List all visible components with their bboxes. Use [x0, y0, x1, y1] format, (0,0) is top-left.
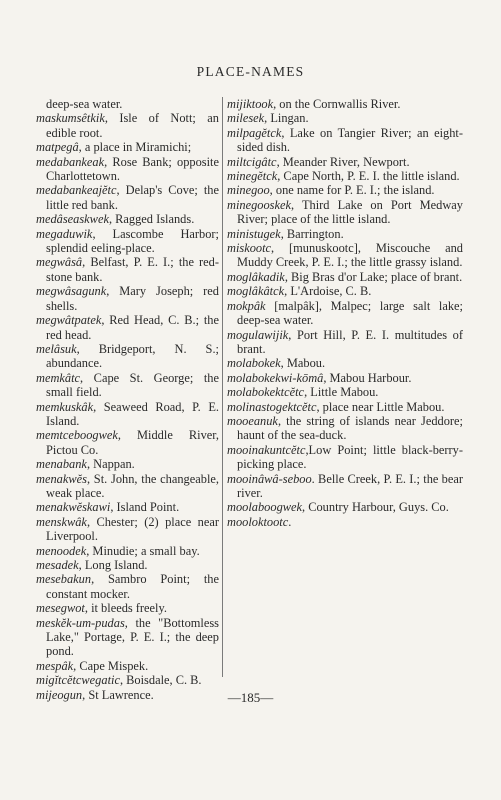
entry-definition: , Lascombe Harbor; splendid eeling-place.: [46, 226, 219, 256]
entry-term: menoodek: [36, 543, 87, 558]
entry-definition: .: [288, 514, 292, 529]
entry-definition: , Mary Joseph; red shells.: [46, 284, 219, 313]
entry-definition: , one name for P. E. I.; the island.: [269, 183, 435, 198]
entry-definition: . Belle Creek, P. E. I.; the bear river.: [237, 471, 463, 500]
column-divider: [222, 97, 223, 677]
entry-definition: , Boisdale, C. B.: [119, 673, 202, 688]
entry-definition: , Meander River, Newport.: [276, 154, 410, 169]
glossary-entry: [36, 97, 219, 111]
glossary-entry: [227, 270, 463, 284]
entry-definition: , place near Little Mabou.: [316, 399, 445, 414]
entry-definition: , Sambro Point; the constant mocker.: [46, 572, 219, 601]
glossary-entry: [36, 284, 219, 313]
glossary-entry: [227, 198, 463, 227]
entry-definition: , Red Head, C. B.; the red head.: [46, 313, 219, 342]
glossary-entry: [227, 400, 463, 414]
glossary-entry: [227, 126, 463, 155]
glossary-entry: [227, 414, 463, 443]
entry-term: molinastogektcĕtc: [227, 399, 317, 414]
entry-definition: , Third Lake on Port Medway River; place of the little island.: [237, 197, 463, 227]
glossary-entry: [36, 500, 219, 514]
entry-term: molabokekwi-kōmâ: [227, 370, 324, 385]
entry-term: mijiktook: [227, 97, 274, 111]
glossary-entry: [36, 659, 219, 673]
glossary-entry: [36, 155, 219, 184]
entry-term: megwâsâ: [36, 255, 83, 270]
left-column: [36, 97, 219, 702]
entry-definition: , [munuskootc], Miscouche and Muddy Creek, P. E. I.; the little grassy island.: [237, 241, 463, 270]
entry-term: migĭtcĕtcwegatic: [36, 673, 120, 688]
entry-term: megaduwik: [36, 226, 93, 241]
entry-definition: , Big Bras d'or Lake; place of brant.: [284, 269, 463, 284]
entry-definition: , Island Point.: [110, 500, 180, 515]
entry-term: milesek: [227, 111, 265, 126]
glossary-entry: [36, 515, 219, 544]
entry-term: ministugek: [227, 226, 281, 241]
glossary-entry: [227, 443, 463, 472]
entry-term: moglâkâtck: [227, 284, 285, 299]
glossary-entry: [36, 457, 219, 471]
entry-definition: [malpâk], Malpec; large salt lake; deep-sea water.: [237, 298, 463, 328]
entry-term: molabokektcĕtc: [227, 385, 305, 400]
glossary-entry: [36, 544, 219, 558]
entry-definition: , on the Cornwallis River.: [273, 97, 401, 111]
entry-definition: , Long Island.: [78, 558, 148, 572]
entry-definition: , Country Harbour, Guys. Co.: [302, 500, 449, 515]
entry-term: menakwĕskawi: [36, 500, 111, 515]
entry-term: medabankeak: [36, 154, 105, 169]
glossary-entry: [36, 255, 219, 284]
glossary-entry: [36, 472, 219, 501]
entry-definition: , St. John, the changeable, weak place.: [46, 471, 219, 500]
entry-definition: ,Low Point; little black-berry-picking place.: [237, 442, 463, 472]
entry-term: melâsuk: [36, 341, 77, 356]
entry-term: menabank: [36, 457, 87, 472]
entry-term: memtceboogwek: [36, 428, 118, 443]
entry-term: minegoo: [227, 183, 270, 198]
entry-term: mesadek: [36, 558, 79, 572]
glossary-entry: [36, 601, 219, 615]
entry-definition: , the "Bottomless Lake," Portage, P. E. I.; the deep pond.: [46, 615, 219, 659]
entry-term: megwâsagunk: [36, 284, 107, 299]
glossary-entry: [227, 371, 463, 385]
entry-definition: , Bridgeport, N. S.; abundance.: [46, 341, 219, 371]
entry-definition: , Seaweed Road, P. E. Island.: [46, 399, 219, 428]
entry-definition: , Delap's Cove; the little red bank.: [46, 183, 219, 212]
entry-definition: , Cape Mispek.: [73, 658, 149, 673]
glossary-entry: [227, 284, 463, 298]
glossary-entry: [36, 313, 219, 342]
glossary-entry: [36, 183, 219, 212]
right-column: [227, 97, 463, 529]
glossary-entry: [36, 342, 219, 371]
glossary-entry: [36, 140, 219, 154]
glossary-entry: [36, 616, 219, 659]
glossary-entry: [36, 212, 219, 226]
entry-definition: , Middle River, Pictou Co.: [46, 428, 219, 457]
entry-definition: , St Lawrence.: [82, 687, 154, 702]
entry-term: milpagĕtck: [227, 125, 282, 140]
entry-term: mooloktootc: [227, 514, 289, 529]
glossary-entry: [227, 241, 463, 270]
page-number: —185—: [227, 690, 274, 705]
entry-definition: , Cape St. George; the small field.: [46, 370, 219, 400]
entry-term: menakwĕs: [36, 471, 87, 486]
entry-term: moglâkadik: [227, 269, 285, 284]
entry-term: molabokek: [227, 356, 281, 371]
entry-definition: , Lingan.: [264, 111, 309, 126]
glossary-entry: [227, 515, 463, 529]
glossary-entry: [36, 428, 219, 457]
entry-definition: , Mabou Harbour.: [323, 370, 412, 385]
entry-term: mooeanuk: [227, 413, 278, 428]
entry-term: minegĕtck: [227, 169, 278, 184]
entry-term: minegooskek: [227, 197, 291, 212]
entry-term: medabankeajĕtc: [36, 183, 117, 198]
glossary-entry: [36, 111, 219, 140]
entry-term: mesegwot: [36, 601, 85, 616]
entry-term: medâseaskwek: [36, 212, 109, 227]
glossary-entry: [227, 169, 463, 183]
entry-term: menskwâk: [36, 514, 87, 529]
entry-term: meskĕk-um-pudas: [36, 615, 125, 630]
entry-term: moolaboogwek: [227, 500, 303, 515]
entry-definition: , Rose Bank; opposite Charlottetown.: [46, 154, 219, 184]
glossary-entry: [227, 356, 463, 370]
glossary-entry: [227, 155, 463, 169]
entry-term: miskootc: [227, 241, 272, 256]
entry-term: mogulawijik: [227, 327, 289, 342]
entry-definition: , Isle of Nott; an edible root.: [46, 111, 219, 140]
entry-definition: , Belfast, P. E. I.; the red-stone bank.: [46, 255, 219, 284]
entry-definition: , it bleeds freely.: [84, 601, 167, 616]
entry-definition: , Minudie; a small bay.: [86, 543, 200, 558]
glossary-entry: [227, 299, 463, 328]
glossary-entry: [36, 227, 219, 256]
glossary-entry: [227, 500, 463, 514]
entry-term: matpegâ: [36, 140, 79, 155]
glossary-entry: [36, 400, 219, 429]
glossary-entry: [227, 183, 463, 197]
entry-definition: , Nappan.: [86, 457, 135, 472]
entry-term: memkuskâk: [36, 399, 94, 414]
entry-term: megwâtpatek: [36, 313, 102, 328]
entry-term: memkâtc: [36, 370, 81, 385]
page-header: PLACE-NAMES: [196, 64, 305, 79]
glossary-entry: [36, 673, 219, 687]
entry-term: mesebakun: [36, 572, 92, 587]
glossary-entry: [227, 328, 463, 357]
entry-definition: , Cape North, P. E. I. the little island.: [277, 169, 460, 184]
entry-definition: , a place in Miramichi;: [78, 140, 192, 155]
glossary-entry: [36, 371, 219, 400]
glossary-entry: [227, 111, 463, 125]
entry-term: mokpâk: [227, 298, 266, 313]
entry-definition: , Lake on Tangier River; an eight-sided dish.: [237, 125, 463, 155]
entry-term: mespâk: [36, 658, 74, 673]
entry-definition: , L'Ardoise, C. B.: [284, 284, 372, 299]
entry-definition: deep-sea water.: [46, 97, 123, 111]
glossary-entry: [36, 558, 219, 572]
entry-definition: , the string of islands near Jeddore; haunt of the sea-duck.: [237, 413, 463, 443]
glossary-entry: [227, 385, 463, 399]
entry-term: mijeogun: [36, 687, 83, 702]
glossary-entry: [227, 227, 463, 241]
entry-definition: , Little Mabou.: [304, 385, 379, 400]
glossary-entry: [227, 97, 463, 111]
entry-term: mooinâwâ-seboo: [227, 471, 312, 486]
entry-term: mooinakuntcĕtc: [227, 442, 306, 457]
entry-definition: , Mabou.: [280, 356, 326, 371]
entry-definition: , Ragged Islands.: [108, 212, 195, 227]
entry-term: maskumsêtkik: [36, 111, 105, 126]
glossary-entry: [227, 472, 463, 501]
entry-definition: , Chester; (2) place near Liverpool.: [46, 514, 219, 544]
entry-definition: , Port Hill, P. E. I. multitudes of brant.: [237, 327, 463, 356]
glossary-entry: [36, 572, 219, 601]
entry-definition: , Barrington.: [280, 226, 344, 241]
entry-term: miltcigâtc: [227, 154, 277, 169]
